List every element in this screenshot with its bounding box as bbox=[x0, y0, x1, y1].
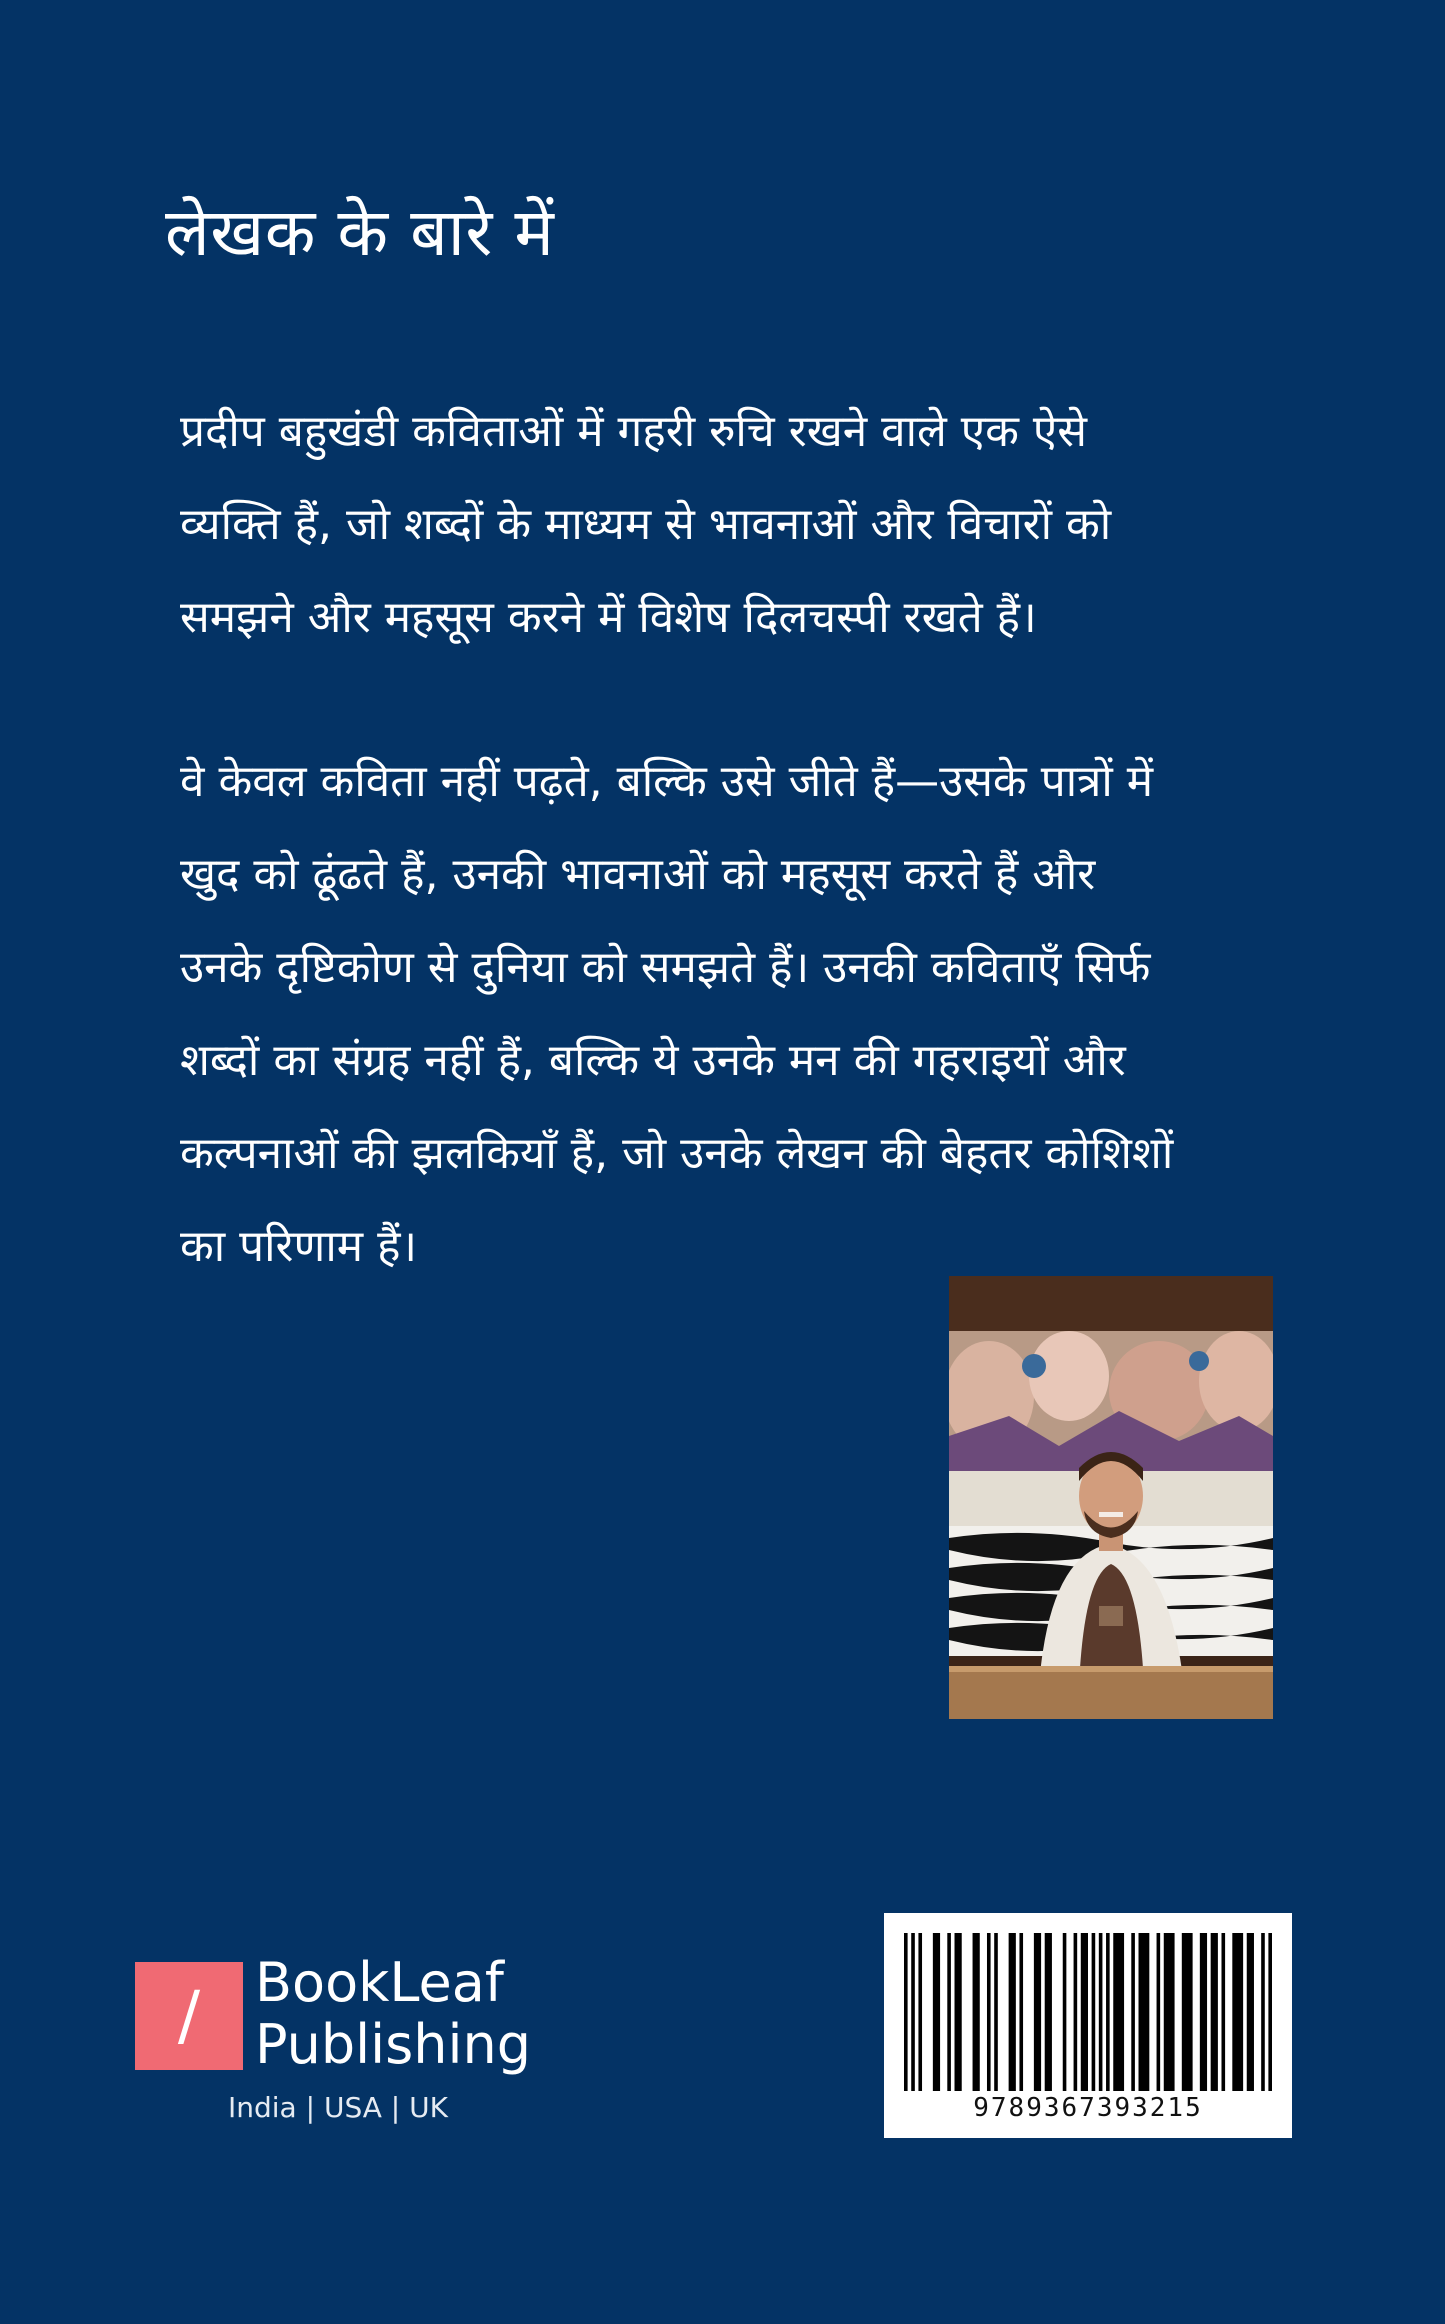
barcode-bar bbox=[1099, 1933, 1103, 2091]
publisher-mark-slash: / bbox=[177, 1977, 201, 2054]
barcode-bar bbox=[1139, 1933, 1150, 2091]
author-bio-paragraph-2: वे केवल कविता नहीं पढ़ते, बल्कि उसे जीते हैं—उसके पात्रों में खुद को ढूंढते हैं, उनकी भावनाओं को महसूस करते हैं और उनके दृष्टिकोण से दुनिया को समझते हैं। उनकी कविताएँ सिर्फ शब्दों का संग्रह नहीं हैं, बल्कि ये उनके मन की गहराइयों और कल्पनाओं की झलकियाँ हैं, जो उनके लेखन की बेहतर कोशिशों का परिणाम हैं। bbox=[180, 756, 1174, 1272]
barcode-bar bbox=[994, 1933, 998, 2091]
barcode-bar bbox=[1113, 1933, 1124, 2091]
isbn-barcode bbox=[884, 1913, 1292, 2138]
barcode-bar bbox=[1019, 1933, 1023, 2091]
barcode-bar bbox=[1232, 1933, 1243, 2091]
barcode-bar bbox=[1045, 1933, 1052, 2091]
publisher-logo bbox=[135, 1951, 555, 2142]
barcode-bar bbox=[1157, 1933, 1161, 2091]
author-photo-illustration bbox=[949, 1276, 1273, 1719]
barcode-bar bbox=[987, 1933, 991, 2091]
barcode-bar bbox=[947, 1933, 951, 2091]
publisher-name-line-2: Publishing bbox=[255, 2013, 531, 2076]
barcode-bar bbox=[1200, 1933, 1207, 2091]
barcode-bar bbox=[1106, 1933, 1110, 2091]
barcode-bar bbox=[1247, 1933, 1254, 2091]
author-bio-paragraph-1: प्रदीप बहुखंडी कविताओं में गहरी रुचि रखने वाले एक ऐसे व्यक्ति हैं, जो शब्दों के माध्यम से भावनाओं और विचारों को समझने और महसूस करने में विशेष दिलचस्पी रखते हैं। bbox=[180, 406, 1112, 643]
publisher-regions: India | USA | UK bbox=[228, 2091, 448, 2124]
barcode-bar bbox=[1261, 1933, 1265, 2091]
barcode-bar bbox=[1221, 1933, 1225, 2091]
barcode-bar bbox=[1182, 1933, 1193, 2091]
barcode-bar bbox=[918, 1933, 922, 2091]
barcode-bar bbox=[1009, 1933, 1016, 2091]
barcode-bar bbox=[1081, 1933, 1088, 2091]
barcode-bar bbox=[904, 1933, 908, 2091]
isbn-number: 9789367393215 bbox=[973, 2093, 1203, 2123]
barcode-bar bbox=[1268, 1933, 1272, 2091]
barcode-bar bbox=[955, 1933, 962, 2091]
barcode-bar bbox=[1164, 1933, 1175, 2091]
barcode-bar bbox=[1034, 1933, 1041, 2091]
barcode-bar bbox=[973, 1933, 980, 2091]
about-author-heading: लेखक के बारे में bbox=[165, 194, 555, 271]
barcode-bar bbox=[1063, 1933, 1067, 2091]
barcode-bar bbox=[1131, 1933, 1135, 2091]
publisher-name-line-1: BookLeaf bbox=[255, 1951, 504, 2014]
barcode-bar bbox=[933, 1933, 940, 2091]
barcode-bar bbox=[911, 1933, 915, 2091]
barcode-bar bbox=[1074, 1933, 1078, 2091]
barcode-bar bbox=[1211, 1933, 1218, 2091]
publisher-name bbox=[255, 1952, 531, 2076]
barcode-bars bbox=[904, 1933, 1272, 2091]
barcode-bar bbox=[1092, 1933, 1096, 2091]
author-photo bbox=[949, 1276, 1273, 1719]
